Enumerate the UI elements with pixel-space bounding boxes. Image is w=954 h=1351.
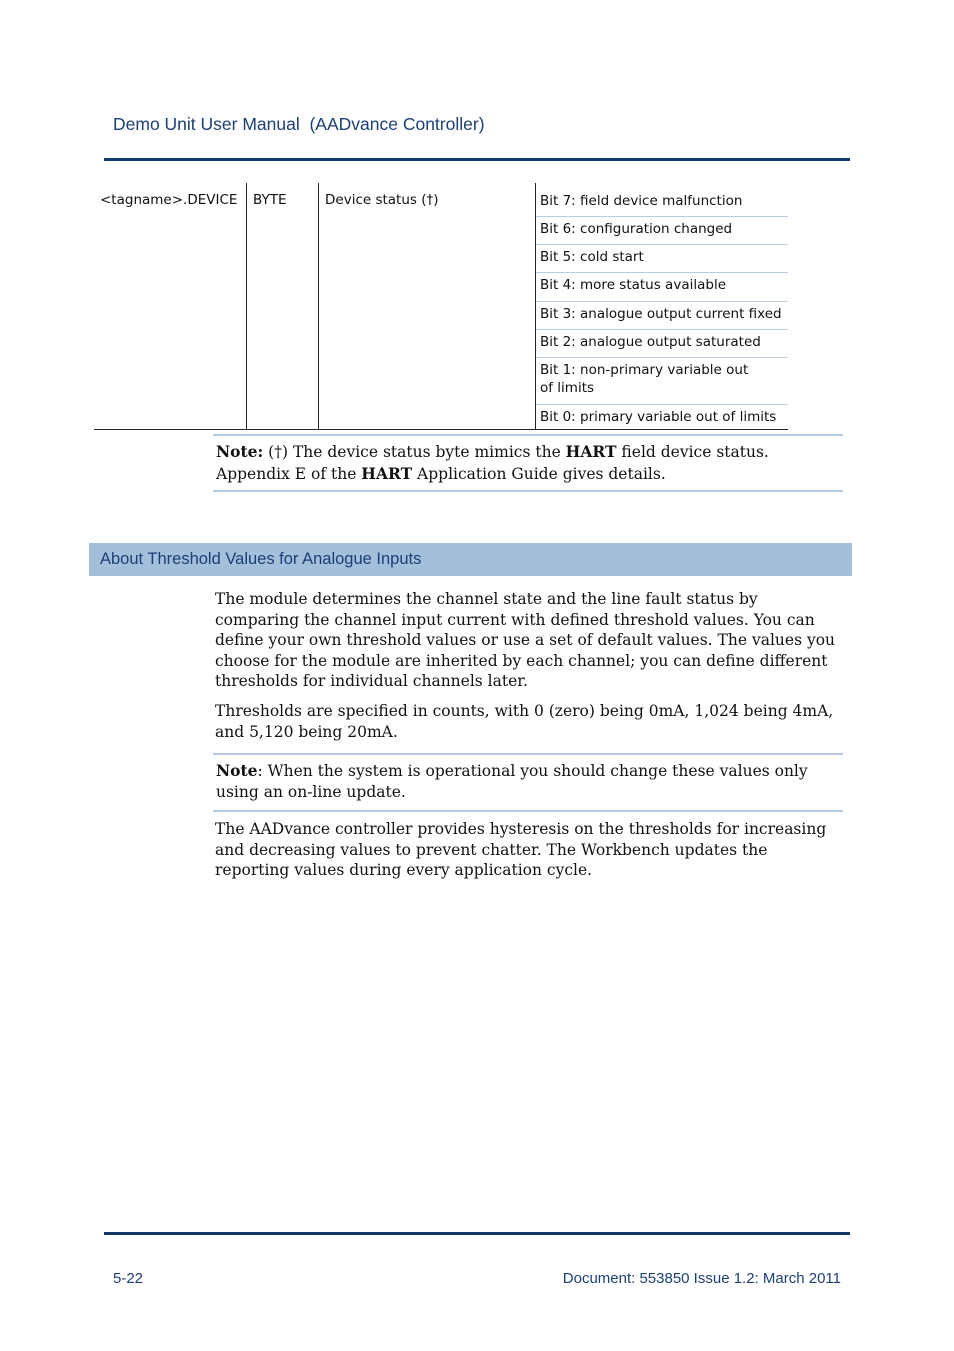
bit-6: Bit 6: configuration changed	[540, 221, 733, 237]
bit-2: Bit 2: analogue output saturated	[540, 334, 761, 350]
table-cell-type	[247, 183, 319, 429]
document-reference: Document: 553850 Issue 1.2: March 2011	[562, 1270, 841, 1287]
bit-4: Bit 4: more status available	[540, 277, 726, 293]
note-text: : When the system is operational you should change these values only using an on-line update.	[216, 762, 808, 801]
bit-3: Bit 3: analogue output current fixed	[540, 306, 782, 322]
note-text: (†) The device status byte mimics the	[263, 443, 566, 461]
bit-divider	[536, 329, 788, 330]
table-cell-description	[319, 183, 536, 429]
bit-7: Bit 7: field device malfunction	[540, 193, 743, 209]
bit-divider	[536, 216, 788, 217]
table-cell-bits	[536, 183, 788, 429]
bit-0: Bit 0: primary variable out of limits	[540, 409, 777, 425]
bit-divider	[536, 301, 788, 302]
device-status-table	[94, 183, 788, 430]
bit-divider	[536, 272, 788, 273]
paragraph-threshold-counts: Thresholds are specified in counts, with 0 (zero) being 0mA, 1,024 being 4mA, and 5,120 being 20mA.	[215, 702, 834, 741]
note-text: field device status. Appendix E of the	[216, 443, 769, 483]
bit-divider	[536, 357, 788, 358]
hart-note	[213, 434, 843, 492]
online-update-note	[213, 753, 843, 812]
running-header: Demo Unit User Manual (AADvance Controller)	[113, 114, 485, 134]
description: Device status (†)	[325, 192, 439, 208]
data-type: BYTE	[253, 192, 287, 208]
note-label: Note	[216, 761, 258, 780]
paragraph-hysteresis: The AADvance controller provides hysteresis on the thresholds for increasing and decreasing values to prevent chatter. The Workbench updates the reporting values during every application cycle.	[215, 820, 827, 879]
note-text: Application Guide gives details.	[412, 465, 666, 483]
header-rule	[104, 158, 850, 161]
paragraph-thresholds-intro: The module determines the channel state and the line fault status by comparing the channel input current with defined threshold values. You can define your own threshold values or use a set of default values. The values you choose for the module are inherited by each channel; you can define different thresholds for individual channels later.	[215, 590, 836, 690]
tag-name: <tagname>.DEVICE	[100, 192, 238, 208]
bit-divider	[536, 244, 788, 245]
page-number: 5-22	[113, 1270, 144, 1287]
hart-term: HART	[361, 464, 413, 483]
footer-rule	[104, 1232, 850, 1235]
section-heading-band	[89, 543, 852, 576]
note-label: Note:	[216, 442, 264, 461]
bit-1: Bit 1: non-primary variable out of limits	[540, 362, 749, 396]
section-title: About Threshold Values for Analogue Inputs	[100, 550, 422, 568]
bit-divider	[536, 404, 788, 405]
table-cell-tag	[94, 183, 247, 429]
bit-5: Bit 5: cold start	[540, 249, 644, 265]
hart-term: HART	[565, 442, 617, 461]
